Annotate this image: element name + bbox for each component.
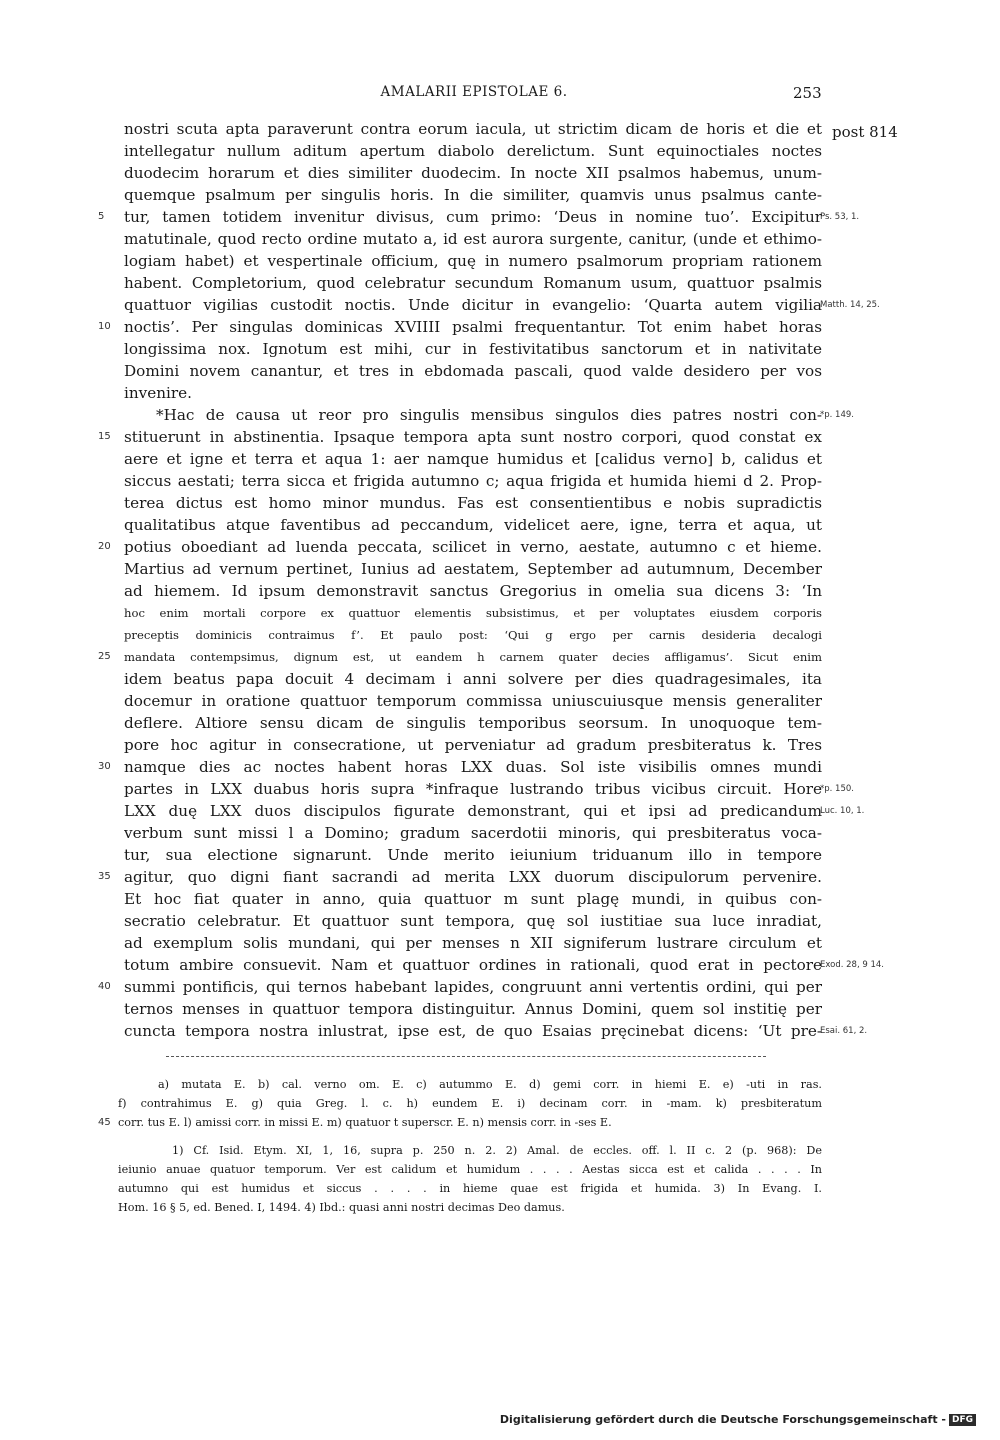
quotation-line: preceptis dominicis contraimus f’. Et paulo post: ‘Qui g ergo per carnis desideria decalogi: [124, 628, 822, 642]
text-line: secratio celebratur. Et quattuor sunt tempora, quę sol iustitiae sua luce inradiat,: [124, 912, 822, 930]
line-number: 40: [98, 981, 111, 992]
text-line: Martius ad vernum pertinet, Iunius ad aestatem, September ad autumnum, December: [124, 560, 822, 578]
line-number: 45: [98, 1117, 111, 1128]
text-line: nostri scuta apta paraverunt contra eorum iacula, ut strictim dicam de horis et die et: [124, 120, 822, 138]
line-number: 10: [98, 321, 111, 332]
text-line: terea dictus est homo minor mundus. Fas est consentientibus e nobis supradictis: [124, 494, 822, 512]
line-number: 5: [98, 211, 105, 222]
footnote-divider: [166, 1056, 766, 1057]
text-line: partes in LXX duabus horis supra *infraque lustrando tribus vicibus circuit. Hore: [124, 780, 822, 798]
margin-reference: Exod. 28, 9 14.: [820, 960, 884, 970]
line-number: 35: [98, 871, 111, 882]
text-line: siccus aestati; terra sicca et frigida autumno c; aqua frigida et humida hiemi d 2. Prop-: [124, 472, 822, 490]
line-number: 15: [98, 431, 111, 442]
text-line: pore hoc agitur in consecratione, ut perveniatur ad gradum presbiteratus k. Tres: [124, 736, 822, 754]
apparatus-line: corr. tus E. l) amissi corr. in missi E. m) quatuor t superscr. E. n) mensis corr. in -ses E.: [118, 1116, 612, 1129]
apparatus-line: f) contrahimus E. g) quia Greg. l. c. h) eundem E. i) decinam corr. in -mam. k) presbiteratum: [118, 1097, 822, 1110]
text-line: totum ambire consuevit. Nam et quattuor ordines in rationali, quod erat in pectore: [124, 956, 822, 974]
text-line: qualitatibus atque faventibus ad peccandum, videlicet aere, igne, terra et aqua, ut: [124, 516, 822, 534]
note-line: 1) Cf. Isid. Etym. XI, 1, 16, supra p. 250 n. 2. 2) Amal. de eccles. off. l. II c. 2 (p. 968): De: [172, 1144, 822, 1157]
text-line: ternos menses in quattuor tempora distinguitur. Annus Domini, quem sol institię per: [124, 1000, 822, 1018]
margin-reference: *p. 150.: [820, 784, 854, 794]
text-line: idem beatus papa docuit 4 decimam i anni solvere per dies quadragesimales, ita: [124, 670, 822, 688]
text-line: tur, tamen totidem invenitur divisus, cum primo: ‘Deus in nomine tuo’. Excipitur: [124, 208, 822, 226]
text-line: agitur, quo digni fiant sacrandi ad merita LXX duorum discipulorum pervenire.: [124, 868, 822, 886]
note-line: ieiunio anuae quatuor temporum. Ver est calidum et humidum . . . . Aestas sicca est et calida . . . . In: [118, 1163, 822, 1176]
text-line: duodecim horarum et dies similiter duodecim. In nocte XII psalmos habemus, unum-: [124, 164, 822, 182]
text-line: quemque psalmum per singulis horis. In die similiter, quamvis unus psalmus cante-: [124, 186, 822, 204]
margin-reference: Ps. 53, 1.: [820, 212, 860, 222]
text-line: quattuor vigilias custodit noctis. Unde dicitur in evangelio: ‘Quarta autem vigilia: [124, 296, 822, 314]
text-line: noctis’. Per singulas dominicas XVIIII psalmi frequentantur. Tot enim habet horas: [124, 318, 822, 336]
text-line: stituerunt in abstinentia. Ipsaque tempora apta sunt nostro corpori, quod constat ex: [124, 428, 822, 446]
text-line: ad exemplum solis mundani, qui per menses n XII signiferum lustrare circulum et: [124, 934, 822, 952]
margin-reference: Luc. 10, 1.: [820, 806, 865, 816]
text-line: docemur in oratione quattuor temporum commissa uniuscuiusque mensis generaliter: [124, 692, 822, 710]
text-line: logiam habet) et vespertinale officium, quę in numero psalmorum propriam rationem: [124, 252, 822, 270]
text-line: cuncta tempora nostra inlustrat, ipse est, de quo Esaias pręcinebat dicens: ‘Ut pre-: [124, 1022, 822, 1040]
text-line: Et hoc fiat quater in anno, quia quattuor m sunt plagę mundi, in quibus con-: [124, 890, 822, 908]
text-line: tur, sua electione signarunt. Unde merito ieiunium triduanum illo in tempore: [124, 846, 822, 864]
running-title: AMALARII EPISTOLAE 6.: [380, 84, 568, 100]
line-number: 25: [98, 651, 111, 662]
text-line: Domini novem canantur, et tres in ebdomada pascali, quod valde desidero per vos: [124, 362, 822, 380]
text-line: verbum sunt missi l a Domino; gradum sacerdotii minoris, qui presbiteratus voca-: [124, 824, 822, 842]
text-line: habent. Completorium, quod celebratur secundum Romanum usum, quattuor psalmis: [124, 274, 822, 292]
text-line: matutinale, quod recto ordine mutato a, id est aurora surgente, canitur, (unde et ethimo-: [124, 230, 822, 248]
line-number: 20: [98, 541, 111, 552]
text-line: deflere. Altiore sensu dicam de singulis temporibus seorsum. In unoquoque tem-: [124, 714, 822, 732]
text-line: summi pontificis, qui ternos habebant lapides, congruunt anni vertentis ordini, qui per: [124, 978, 822, 996]
dfg-logo: DFG: [949, 1414, 976, 1426]
text-line: aere et igne et terra et aqua 1: aer namque humidus et [calidus verno] b, calidus et: [124, 450, 822, 468]
paragraph-start: *Hac de causa ut reor pro singulis mensibus singulos dies patres nostri con-: [156, 406, 822, 424]
margin-reference: Matth. 14, 25.: [820, 300, 880, 310]
text-line: potius oboediant ad luenda peccata, scilicet in verno, aestate, autumno c et hieme.: [124, 538, 822, 556]
text-line: longissima nox. Ignotum est mihi, cur in festivitatibus sanctorum et in nativitate: [124, 340, 822, 358]
text-line: intellegatur nullum aditum apertum diabolo derelictum. Sunt equinoctiales noctes: [124, 142, 822, 160]
text-line: LXX duę LXX duos discipulos figurate demonstrant, qui et ipsi ad predicandum: [124, 802, 822, 820]
margin-reference: Esai. 61, 2.: [820, 1026, 868, 1036]
note-line: Hom. 16 § 5, ed. Bened. I, 1494. 4) Ibd.: quasi anni nostri decimas Deo damus.: [118, 1201, 565, 1214]
digitization-credit: [500, 1413, 976, 1426]
text-line: invenire.: [124, 384, 192, 402]
text-line: namque dies ac noctes habent horas LXX duas. Sol iste visibilis omnes mundi: [124, 758, 822, 776]
margin-reference: *p. 149.: [820, 410, 854, 420]
text-line: ad hiemem. Id ipsum demonstravit sanctus Gregorius in omelia sua dicens 3: ‘In: [124, 582, 822, 600]
line-number: 30: [98, 761, 111, 772]
page-number: 253: [793, 84, 822, 102]
quotation-line: mandata contempsimus, dignum est, ut eandem h carnem quater decies affligamus’. Sicut enim: [124, 650, 822, 664]
note-line: autumno qui est humidus et siccus . . . . in hieme quae est frigida et humida. 3) In Evang. I.: [118, 1182, 822, 1195]
apparatus-line: a) mutata E. b) cal. verno om. E. c) autummo E. d) gemi corr. in hiemi E. e) -uti in ras.: [158, 1078, 822, 1091]
margin-date-note: post 814: [832, 123, 898, 141]
credit-text: Digitalisierung gefördert durch die Deutsche Forschungsgemeinschaft -: [499, 1413, 946, 1426]
quotation-line: hoc enim mortali corpore ex quattuor elementis subsistimus, et per voluptates eiusdem corporis: [124, 606, 822, 620]
